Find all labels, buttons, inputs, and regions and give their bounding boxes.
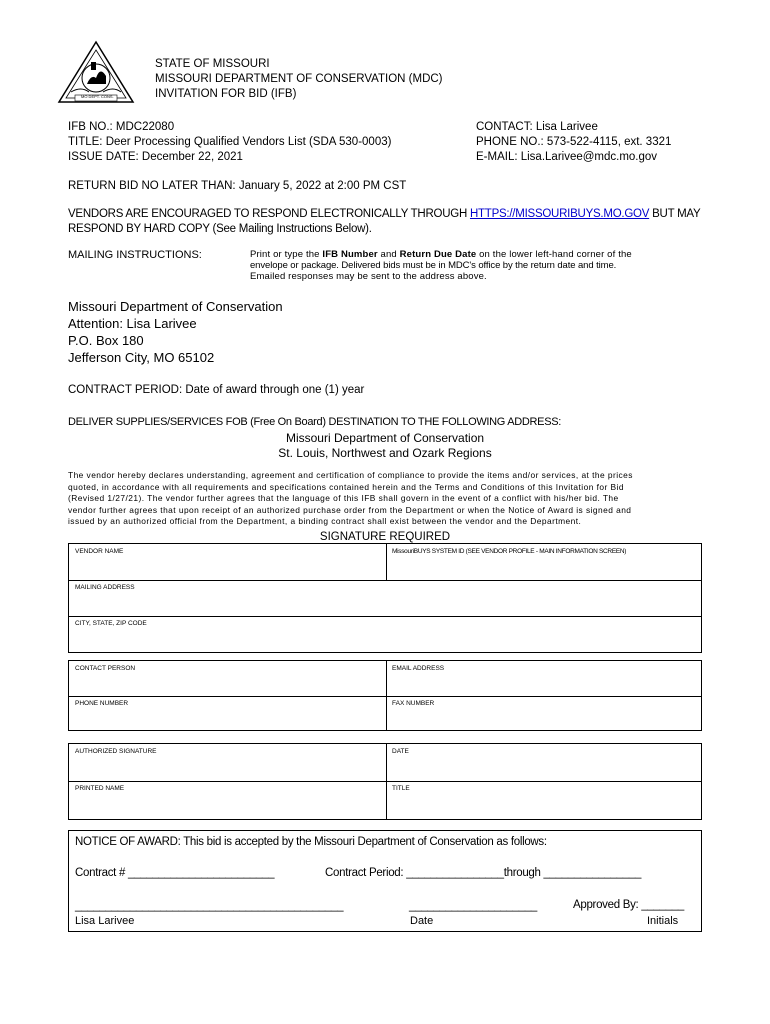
mailing-text-line3: Emailed responses may be sent to the address above. (250, 271, 487, 282)
deliver-fob-line: DELIVER SUPPLIES/SERVICES FOB (Free On Board) DESTINATION TO THE FOLLOWING ADDRESS: (68, 416, 562, 428)
mailing-instructions-label: MAILING INSTRUCTIONS: (68, 249, 202, 261)
contact-info-table (68, 660, 702, 731)
vendor-name-field[interactable] (69, 544, 386, 580)
vendor-name-label: VENDOR NAME (75, 548, 124, 555)
header-invitation: INVITATION FOR BID (IFB) (155, 88, 297, 100)
signature-line-left[interactable]: ____________________________________________ (75, 900, 344, 912)
header-department: MISSOURI DEPARTMENT OF CONSERVATION (MDC) (155, 73, 443, 85)
mailing-text-line1 (250, 249, 632, 260)
notice-of-award-box (68, 830, 702, 932)
date-label: DATE (392, 748, 409, 755)
vendors-hardcopy-line: RESPOND BY HARD COPY (See Mailing Instructions Below). (68, 223, 372, 235)
city-state-zip-field[interactable] (69, 616, 701, 652)
mailing-text-e: on the lower left-hand corner of the (476, 249, 632, 260)
mailing-instructions-text (250, 249, 632, 282)
contact-email: E-MAIL: Lisa.Larivee@mdc.mo.gov (476, 151, 658, 163)
missouribuys-id-label: MissouriBUYS SYSTEM ID (SEE VENDOR PROFILE - MAIN INFORMATION SCREEN) (392, 548, 627, 555)
address-line2: Attention: Lisa Larivee (68, 316, 197, 331)
printed-name-label: PRINTED NAME (75, 785, 125, 792)
notice-of-award-text: NOTICE OF AWARD: This bid is accepted by the Missouri Department of Conservation as follows: (75, 836, 547, 848)
fax-number-field[interactable] (386, 696, 701, 730)
header-state: STATE OF MISSOURI (155, 58, 270, 70)
mailing-text-return-due: Return Due Date (399, 249, 477, 260)
declaration-line3: (Revised 1/27/21). The vendor further agrees that the language of this IFB shall govern in the event of a conflict with his/her bid. The (68, 493, 619, 503)
contact-name: CONTACT: Lisa Larivee (476, 121, 598, 133)
mailing-text-a: Print or type the (250, 249, 323, 260)
authorization-table (68, 743, 702, 820)
contact-person-field[interactable] (69, 661, 386, 696)
contact-person-label: CONTACT PERSON (75, 665, 136, 672)
missouribuys-link[interactable]: HTTPS://MISSOURIBUYS.MO.GOV (469, 208, 650, 220)
fax-number-label: FAX NUMBER (392, 700, 435, 707)
date-field[interactable] (386, 744, 701, 781)
printed-name-field[interactable] (69, 781, 386, 819)
ifb-number: IFB NO.: MDC22080 (68, 121, 175, 133)
address-line1: Missouri Department of Conservation (68, 299, 283, 314)
issue-date: ISSUE DATE: December 22, 2021 (68, 151, 243, 163)
award-name-lisa-larivee: Lisa Larivee (75, 915, 135, 927)
address-line3: P.O. Box 180 (68, 333, 144, 348)
contract-period: CONTRACT PERIOD: Date of award through one (1) year (68, 384, 365, 396)
authorized-signature-field[interactable] (69, 744, 386, 781)
approved-by-line[interactable]: Approved By: _______ (573, 899, 685, 911)
title-label: TITLE (392, 785, 410, 792)
mailing-address-field[interactable] (69, 580, 701, 616)
deliver-destination-1: Missouri Department of Conservation (285, 431, 485, 445)
return-bid-deadline: RETURN BID NO LATER THAN: January 5, 2022 at 2:00 PM CST (68, 180, 407, 192)
signature-line-date[interactable]: _____________________ (409, 900, 538, 912)
mailing-text-c: and (377, 249, 400, 260)
vendors-prefix: VENDORS ARE ENCOURAGED TO RESPOND ELECTRONICALLY THROUGH (68, 208, 470, 220)
email-address-label: EMAIL ADDRESS (392, 665, 445, 672)
mailing-address-block (68, 298, 283, 366)
ifb-title: TITLE: Deer Processing Qualified Vendors List (SDA 530-0003) (68, 136, 392, 148)
mailing-address-label: MAILING ADDRESS (75, 584, 135, 591)
city-state-zip-label: CITY, STATE, ZIP CODE (75, 620, 147, 627)
deliver-destination-2: St. Louis, Northwest and Ozark Regions (278, 446, 492, 460)
declaration-line2: quoted, in accordance with all requirements and specifications contained herein and the Terms and Conditions of this Invitation for Bid (68, 481, 624, 492)
seal-banner-text: MO DEPT. CONS. (81, 94, 114, 99)
vendor-info-table (68, 543, 702, 653)
mdc-seal-logo (57, 40, 135, 104)
vendors-electronic-line (68, 207, 700, 222)
contact-phone: PHONE NO.: 573-522-4115, ext. 3321 (476, 136, 672, 148)
declaration-line5: issued by an authorized official from the Department, a binding contract shall exist between the vendor and the Department. (68, 516, 582, 526)
award-initials-label: Initials (647, 915, 679, 927)
award-date-label: Date (410, 915, 434, 927)
mailing-text-ifb-number: IFB Number (322, 249, 378, 260)
address-line4: Jefferson City, MO 65102 (68, 350, 215, 365)
vendors-suffix: BUT MAY (649, 208, 701, 220)
phone-number-label: PHONE NUMBER (75, 700, 129, 707)
phone-number-field[interactable] (69, 696, 386, 730)
signature-required-heading: SIGNATURE REQUIRED (319, 531, 451, 543)
authorized-signature-label: AUTHORIZED SIGNATURE (75, 748, 157, 755)
email-address-field[interactable] (386, 661, 701, 696)
award-contract-period-line[interactable]: Contract Period: ________________through ________________ (325, 867, 642, 879)
declaration-line4: vendor further agrees that upon receipt of an authorized purchase order from the Department or when the Notice of Award is signed and (68, 504, 632, 515)
mailing-text-line2: envelope or package. Delivered bids must be in MDC's office by the return date and time. (250, 260, 617, 271)
contract-number-line[interactable]: Contract # ________________________ (75, 867, 275, 879)
missouribuys-id-field[interactable] (386, 544, 701, 580)
declaration-line1: The vendor hereby declares understanding, agreement and certification of compliance to provide the items and/or services, at the prices (68, 470, 633, 480)
title-field[interactable] (386, 781, 701, 819)
declaration-paragraph (68, 470, 708, 528)
